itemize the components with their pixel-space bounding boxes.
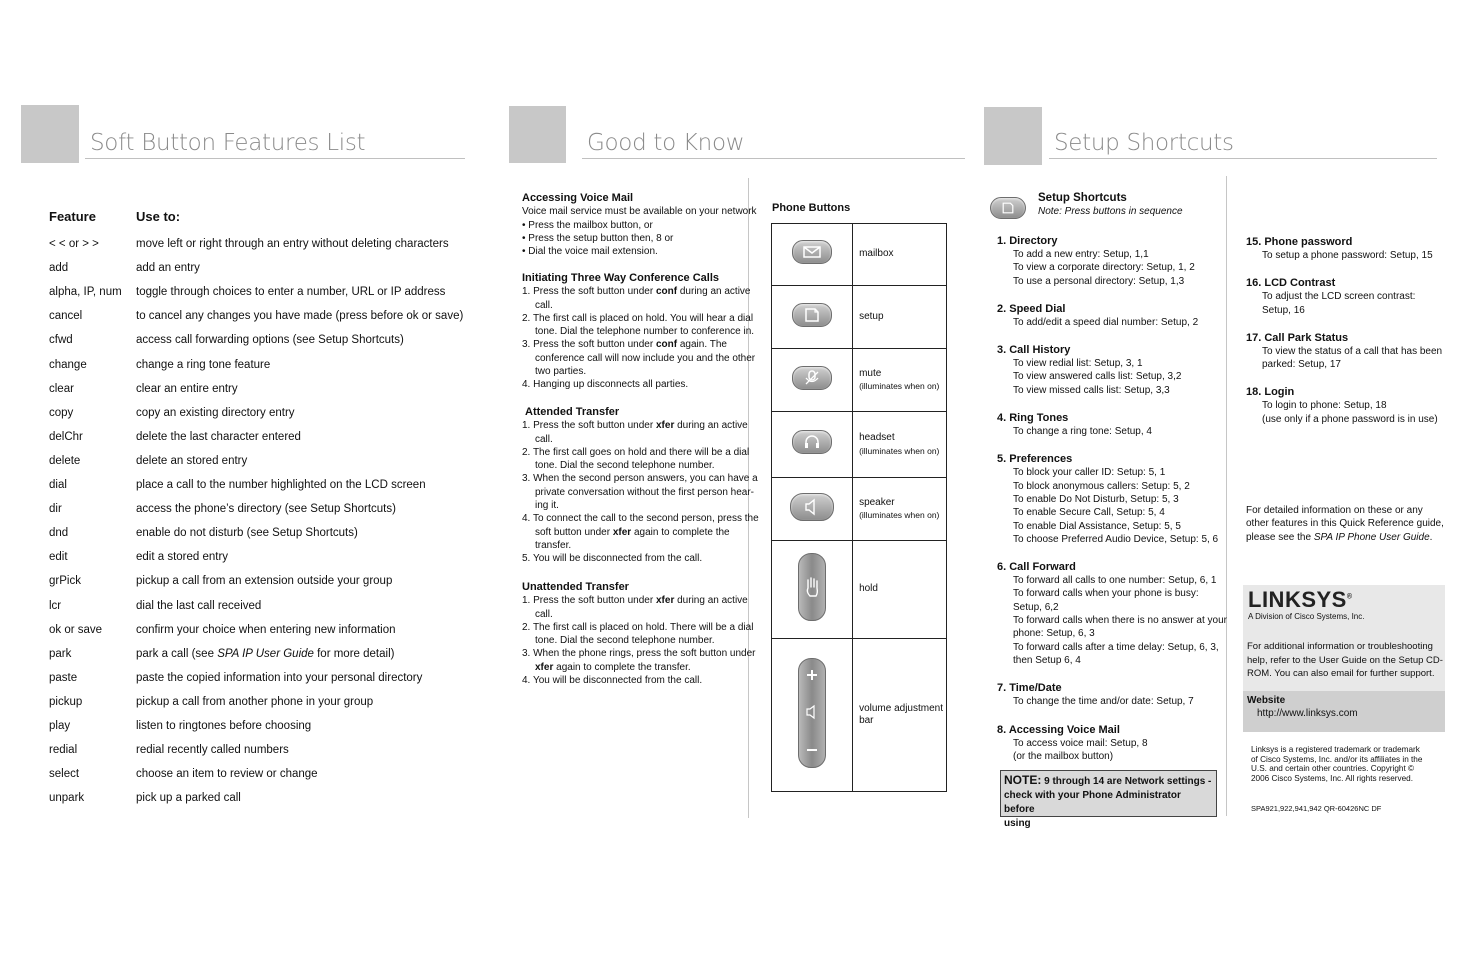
website-info [1247,694,1358,721]
xfer-key: xfer [612,526,632,538]
note-line: using [1004,818,1031,829]
use-cell: paste the copied information into your personal directory [136,671,423,684]
setup-section-title: 2. Speed Dial [997,302,1066,315]
feature-cell: play [49,720,71,732]
setup-section-title: 6. Call Forward [997,561,1076,574]
voicemail-line: • Dial the voice mail extension. [522,246,658,258]
logo-text: LINKSYS [1248,587,1347,612]
feature-table [49,210,469,810]
unattended-step: 4. You will be disconnected from the call. [522,675,703,687]
setup-item: To enable Do Not Disturb, Setup: 5, 3 [1013,493,1179,505]
feature-cell: lcr [49,599,62,612]
conf-key: conf [655,339,678,351]
hold-icon [798,553,826,621]
step-text: 1. Press the soft button under [522,420,656,432]
step-text: again to complete the [631,526,730,538]
feature-cell: alpha, IP, num [49,286,122,299]
attended-step: private conversation without the first person hear- [535,486,754,498]
step-text: 1. Press the soft button under [522,595,656,607]
use-cell: park a call (see SPA IP User Guide for more detail) [136,647,395,660]
setup-sections-2 [1246,235,1442,426]
legal-line: Linksys is a registered trademark or trademark [1251,745,1420,754]
use-cell: copy an existing directory entry [136,406,295,419]
legal-text [1251,745,1422,783]
unattended-heading: Unattended Transfer [522,581,629,593]
unattended-transfer-section [522,581,755,687]
phone-button-row [772,639,947,792]
note-text: 9 through 14 are Network settings - [1041,776,1212,787]
detail-line: For detailed information on these or any [1246,505,1423,516]
legal-line: U.S. and certain other countries. Copyright © [1251,764,1415,774]
setup-section [997,681,1227,708]
step-text: during an active [677,286,751,298]
conference-section [522,272,755,392]
setup-item: To block anonymous callers: Setup: 5, 2 [1013,480,1190,492]
registered-mark: ® [1346,593,1353,601]
voicemail-line: Voice mail service must be available on your network [522,206,757,218]
step-text: soft button under [535,526,613,538]
table-row [49,574,469,594]
note-line: check with your Phone Administrator before [1004,790,1181,815]
detail-line: other features in this Quick Reference guide, [1246,518,1444,530]
setup-item: To enable Secure Call, Setup: 5, 4 [1013,507,1165,519]
table-row [49,623,469,643]
mailbox-label-cell [853,224,947,286]
setup-item: To block your caller ID: Setup: 5, 1 [1013,467,1166,479]
setup-item: then Setup 6, 4 [1013,654,1081,666]
attended-step: 4. To connect the call to the second person, press the [522,513,759,525]
use-cell: to cancel any changes you have made (press before ok or save) [136,310,464,323]
setup-item: To view redial list: Setup, 3, 1 [1013,358,1143,370]
feature-cell: edit [49,551,68,564]
conference-step: 2. The first call is placed on hold. You will hear a dial [522,312,754,324]
setup-header-title: Setup Shortcuts [1038,192,1127,204]
setup-section-title: 4. Ring Tones [997,412,1069,425]
unattended-step: tone. Dial the second telephone number. [535,635,715,647]
volume-cell [772,639,853,792]
column-header-feature: Feature [49,209,96,224]
setup-label-cell [853,286,947,349]
step-text: 3. Press the soft button under [522,339,656,351]
feature-cell: paste [49,671,78,684]
setup-section-title: 15. Phone password [1246,236,1353,248]
setup-header-note: Note: Press buttons in sequence [1038,206,1183,218]
left-panel-title: Soft Button Features List [85,130,465,159]
setup-section [997,411,1227,438]
feature-cell: dir [49,503,62,516]
division-text: A Division of Cisco Systems, Inc. [1248,612,1365,621]
setup-section-title: 7. Time/Date [997,682,1062,695]
attended-heading: Attended Transfer [525,406,620,418]
attended-step: 5. You will be disconnected from the call. [522,553,703,565]
hold-label-cell [853,541,947,639]
table-row [49,333,469,353]
phone-button-row [772,224,947,286]
conference-step: tone. Dial the telephone number to conference in. [535,326,755,338]
use-cell: pickup a call from another phone in your group [136,695,374,708]
table-row [49,671,469,691]
attended-transfer-section [522,406,759,566]
use-cell: choose an item to review or change [136,768,318,781]
setup-section-title: 18. Login [1246,386,1295,399]
setup-sections [997,234,1227,763]
setup-item: To change the time and/or date: Setup, 7 [1013,696,1194,708]
use-cell: place a call to the number highlighted on the LCD screen [136,479,426,491]
setup-item: phone: Setup, 6, 3 [1013,628,1095,640]
step-text: during an active [674,420,748,432]
feature-cell: dial [49,479,67,491]
feature-cell: select [49,768,80,781]
attended-step: 2. The first call goes on hold and there will be a dial [522,446,750,458]
voicemail-line: • Press the setup button then, 8 or [522,232,674,244]
mailbox-icon [792,240,832,264]
unattended-step: 2. The first call is placed on hold. There will be a dial [522,621,754,633]
setup-item: To view a corporate directory: Setup, 1, 2 [1013,262,1195,274]
website-link[interactable]: http://www.linksys.com [1257,708,1358,720]
attended-step: 3. When the second person answers, you can have a [522,473,758,485]
feature-table-header [49,210,469,230]
feature-cell: delete [49,454,81,467]
feature-cell: dnd [49,527,69,540]
linksys-box [1243,585,1445,691]
use-cell: confirm your choice when entering new information [136,623,396,636]
use-cell: toggle through choices to enter a number, URL or IP address [136,286,446,299]
step-text: again to complete the transfer. [553,661,691,673]
left-title-square [21,105,79,163]
conference-step: call. [535,299,553,311]
unattended-step: call. [535,608,553,620]
button-label: setup [859,310,884,322]
table-row [49,550,469,570]
right-panel-title: Setup Shortcuts [1049,130,1437,159]
step-text: again. The [677,339,727,351]
mailbox-cell [772,224,853,286]
setup-header-icon-wrap [990,197,1026,224]
unattended-step [522,594,755,607]
mute-icon [792,366,832,390]
legal-line: of Cisco Systems, Inc. and/or its affiliates in the [1251,754,1423,764]
support-info [1247,640,1443,681]
table-row [49,502,469,522]
setup-item: To setup a phone password: Setup, 15 [1262,250,1433,261]
xfer-key: xfer [655,595,675,607]
volume-bar-icon [798,658,826,768]
table-row [49,767,469,787]
conf-key: conf [655,286,678,298]
detail-line [1246,531,1444,544]
feature-cell: ok or save [49,623,103,636]
phone-button-row [772,286,947,349]
use-cell: access the phone’s directory (see Setup Shortcuts) [136,503,396,516]
attended-step: ing it. [535,500,559,512]
phone-button-row [772,412,947,478]
feature-cell: cancel [49,310,83,323]
table-row [49,526,469,546]
attended-step [522,419,759,432]
table-row [49,358,469,378]
headset-label-cell [853,412,947,478]
use-cell: pickup a call from an extension outside your group [136,575,393,588]
setup-section-title: 1. Directory [997,235,1058,247]
voicemail-section [522,192,757,258]
detail-text: please see the [1246,531,1314,543]
setup-item: (or the mailbox button) [1013,750,1114,762]
xfer-key: xfer [535,661,554,673]
button-sublabel: (illuminates when on) [859,445,940,456]
setup-section-title: 16. LCD Contrast [1246,277,1336,290]
setup-item: To view answered calls list: Setup, 3,2 [1013,371,1182,383]
button-sublabel: (illuminates when on) [859,510,940,520]
table-row [49,406,469,426]
conference-step: conference call will now include you and the other [535,352,756,364]
setup-section-title: 8. Accessing Voice Mail [997,723,1120,736]
feature-cell: change [49,358,87,371]
middle-title-square [509,106,566,163]
use-cell: delete the last character entered [136,430,301,443]
note-label: NOTE: [1004,773,1042,787]
table-row [49,430,469,450]
setup-header [1038,192,1183,219]
user-guide-ref: SPA IP User Guide [217,647,314,660]
setup-section [1246,276,1442,317]
setup-item: Setup, 16 [1262,304,1305,316]
voicemail-line: • Press the mailbox button, or [522,219,653,231]
button-label: bar [859,715,874,726]
feature-cell: cfwd [49,334,73,347]
headset-cell [772,412,853,478]
setup-item: To forward calls after a time delay: Setup, 6, 3, [1013,641,1219,653]
table-row [49,261,469,281]
table-row [49,599,469,619]
table-row [49,285,469,305]
button-label: headset [859,432,895,443]
phone-buttons-title: Phone Buttons [772,202,851,214]
website-label: Website [1247,695,1286,706]
attended-step: call. [535,433,553,445]
table-row [49,647,469,667]
use-cell: enable do not disturb (see Setup Shortcuts) [136,527,358,540]
table-row [49,382,469,402]
use-cell: listen to ringtones before choosing [136,720,312,732]
user-guide-ref: SPA IP Phone User Guide [1313,531,1430,543]
use-cell: dial the last call received [136,599,262,612]
speaker-icon [790,493,834,521]
conference-step: two parties. [535,366,587,378]
setup-item: To forward calls when your phone is busy: [1013,588,1199,600]
setup-section [997,234,1227,288]
feature-cell: redial [49,744,78,757]
setup-section [997,560,1227,667]
use-cell: access call forwarding options (see Setup Shortcuts) [136,334,404,347]
setup-cell [772,286,853,349]
setup-item: To login to phone: Setup, 18 [1262,400,1387,412]
mute-label-cell [853,349,947,412]
setup-item: To forward all calls to one number: Setup, 6, 1 [1013,575,1217,587]
setup-item: To view missed calls list: Setup, 3,3 [1013,384,1170,396]
hold-cell [772,541,853,639]
setup-item: To forward calls when there is no answer at your [1013,615,1227,627]
use-cell: add an entry [136,262,200,275]
conference-step [522,285,755,298]
button-label: mailbox [859,248,894,260]
step-text: during an active [674,595,748,607]
use-cell: clear an entire entry [136,382,238,395]
feature-cell: clear [49,382,74,395]
detail-text: . [1429,531,1433,543]
detail-info [1246,504,1444,544]
setup-item: To use a personal directory: Setup, 1,3 [1013,275,1185,287]
unattended-step: 3. When the phone rings, press the soft button under [522,648,756,660]
setup-item: To add a new entry: Setup, 1,1 [1013,249,1149,260]
voicemail-heading: Accessing Voice Mail [522,192,634,204]
phone-button-row [772,349,947,412]
volume-label-cell [853,639,947,792]
note-line [1004,773,1213,789]
document-code: SPA921,922,941,942 QR-60426NC DF [1251,804,1382,813]
setup-item: To view the status of a call that has been [1262,345,1443,357]
setup-section [997,302,1227,329]
feature-cell: park [49,647,72,660]
setup-item: To add/edit a speed dial number: Setup, 2 [1013,316,1199,328]
button-label: hold [859,583,878,595]
setup-item: To access voice mail: Setup, 8 [1013,737,1148,749]
setup-section [997,723,1227,764]
setup-section-title: 3. Call History [997,344,1071,357]
setup-item: To choose Preferred Audio Device, Setup: 5, 6 [1013,533,1219,545]
setup-section-title: 5. Preferences [997,453,1073,466]
attended-step: transfer. [535,539,572,551]
setup-item: (use only if a phone password is in use) [1262,413,1438,425]
table-row [49,454,469,474]
setup-section [997,452,1227,546]
setup-item: To change a ring tone: Setup, 4 [1013,426,1152,438]
support-line: help, refer to the User Guide on the Setup CD- [1247,654,1443,666]
setup-icon [990,197,1026,219]
column-header-use: Use to: [136,209,181,224]
feature-cell: delChr [49,430,83,443]
website-box [1243,691,1445,732]
setup-item: To adjust the LCD screen contrast: [1262,291,1416,303]
feature-cell: unpark [49,792,85,805]
button-label: volume adjustment [859,702,943,714]
phone-button-row [772,478,947,541]
speaker-label-cell [853,478,947,541]
table-row [49,309,469,329]
support-line: ROM. You can also email for further support. [1247,668,1435,679]
button-sublabel: (illuminates when on) [859,381,940,391]
setup-section [1246,331,1442,372]
phone-buttons-heading [772,202,850,215]
setup-section-title: 17. Call Park Status [1246,331,1349,344]
xfer-key: xfer [655,420,675,432]
use-cell: move left or right through an entry without deleting characters [136,238,449,250]
table-row [49,791,469,811]
step-text: 1. Press the soft button under [522,286,656,298]
table-row [49,719,469,739]
use-cell: change a ring tone feature [136,358,271,371]
use-cell: delete an stored entry [136,454,248,467]
feature-cell: copy [49,406,74,419]
use-cell: pick up a parked call [136,792,241,805]
attended-step [522,526,759,539]
unattended-step [522,661,755,674]
button-label: mute [859,367,882,379]
middle-panel-title: Good to Know [582,130,965,159]
feature-cell: pickup [49,695,83,708]
conference-heading: Initiating Three Way Conference Calls [522,272,720,284]
setup-item: To enable Dial Assistance, Setup: 5, 5 [1013,520,1181,532]
legal-line: 2006 Cisco Systems, Inc. All rights reserved. [1251,773,1413,783]
button-label: speaker [859,496,895,508]
feature-cell: < < or > > [49,238,99,250]
table-row [49,743,469,763]
network-note [1000,770,1217,829]
phone-button-row [772,541,947,639]
setup-icon [792,303,832,327]
setup-item: Setup, 6,2 [1013,601,1059,613]
feature-cell: add [49,262,69,275]
setup-section [1246,385,1442,426]
mute-cell [772,349,853,412]
right-title-square [984,107,1042,165]
use-cell: redial recently called numbers [136,744,289,757]
speaker-cell [772,478,853,541]
table-row [49,695,469,715]
conference-step: 4. Hanging up disconnects all parties. [522,379,689,391]
conference-step [522,338,755,351]
linksys-logo [1248,587,1353,613]
support-line: For additional information or troubleshooting [1247,641,1433,652]
setup-section [997,343,1227,397]
phone-buttons-table [771,223,947,792]
setup-section [1246,235,1442,262]
attended-step: tone. Dial the second telephone number. [535,460,715,472]
setup-item: parked: Setup, 17 [1262,359,1341,371]
table-row [49,478,469,498]
feature-cell: grPick [49,575,81,588]
use-cell: edit a stored entry [136,551,229,564]
table-row [49,237,469,257]
headset-icon [792,430,832,454]
